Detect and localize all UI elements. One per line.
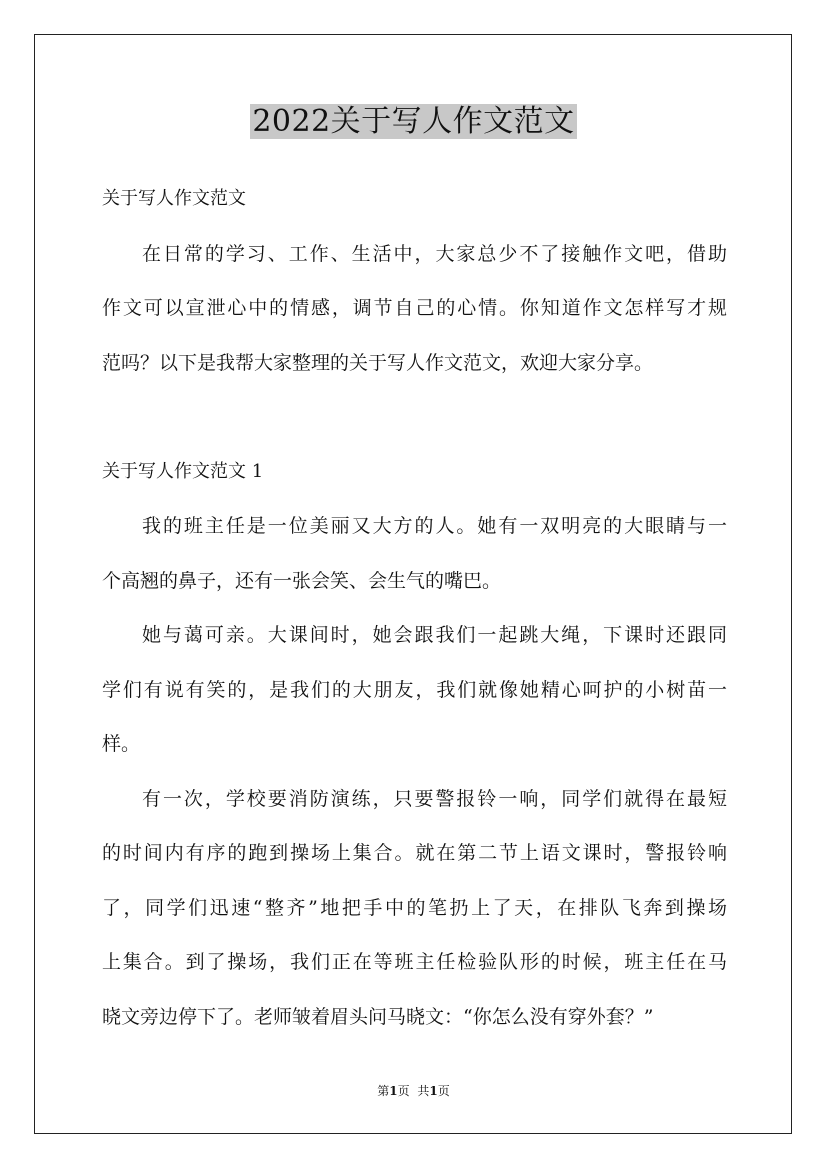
intro-line-1: 在日常的学习、工作、生活中，大家总少不了接触作文吧，借助 [142, 242, 727, 265]
footer-page-number: 1 [389, 1084, 398, 1098]
footer-total-prefix: 共 [417, 1084, 430, 1098]
section-heading: 关于写人作文范文 1 [102, 460, 264, 482]
blank-line [102, 390, 727, 445]
document-title-text: 2022关于写人作文范文 [252, 104, 575, 139]
footer-total-suffix: 页 [437, 1084, 450, 1098]
paragraph3-line-2: 的时间内有序的跑到操场上集合。就在第二节上语文课时，警报铃响 [102, 842, 727, 864]
document-body [102, 172, 727, 1044]
page-footer [0, 1082, 827, 1100]
footer-page-prefix: 第 [377, 1084, 390, 1098]
footer-page-suffix: 页 [397, 1084, 410, 1098]
paragraph2-line-3: 样。 [102, 733, 141, 755]
paragraph3-line-5: 晓文旁边停下了。老师皱着眉头问马晓文：“你怎么没有穿外套？” [102, 1005, 654, 1028]
paragraph1-line-1: 我的班主任是一位美丽又大方的人。她有一双明亮的大眼睛与一 [142, 515, 727, 537]
footer-total-number: 1 [429, 1084, 438, 1098]
paragraph1-line-2: 个高翘的鼻子，还有一张会笑、会生气的嘴巴。 [102, 569, 502, 592]
paragraph3-line-3: 了，同学们迅速“整齐”地把手中的笔扔上了天，在排队飞奔到操场 [102, 896, 727, 919]
paragraph2-line-1: 她与蔼可亲。大课间时，她会跟我们一起跳大绳，下课时还跟同 [142, 624, 727, 646]
paragraph3-line-4: 上集合。到了操场，我们正在等班主任检验队形的时候，班主任在马 [102, 951, 727, 973]
intro-line-3: 范吗？以下是我帮大家整理的关于写人作文范文，欢迎大家分享。 [102, 351, 654, 374]
intro-line-2: 作文可以宣泄心中的情感，调节自己的心情。你知道作文怎样写才规 [102, 297, 727, 319]
document-title [0, 100, 827, 144]
document-subtitle: 关于写人作文范文 [102, 188, 246, 209]
paragraph3-line-1: 有一次，学校要消防演练，只要警报铃一响，同学们就得在最短 [142, 787, 727, 810]
paragraph2-line-2: 学们有说有笑的，是我们的大朋友，我们就像她精心呵护的小树苗一 [102, 678, 727, 701]
